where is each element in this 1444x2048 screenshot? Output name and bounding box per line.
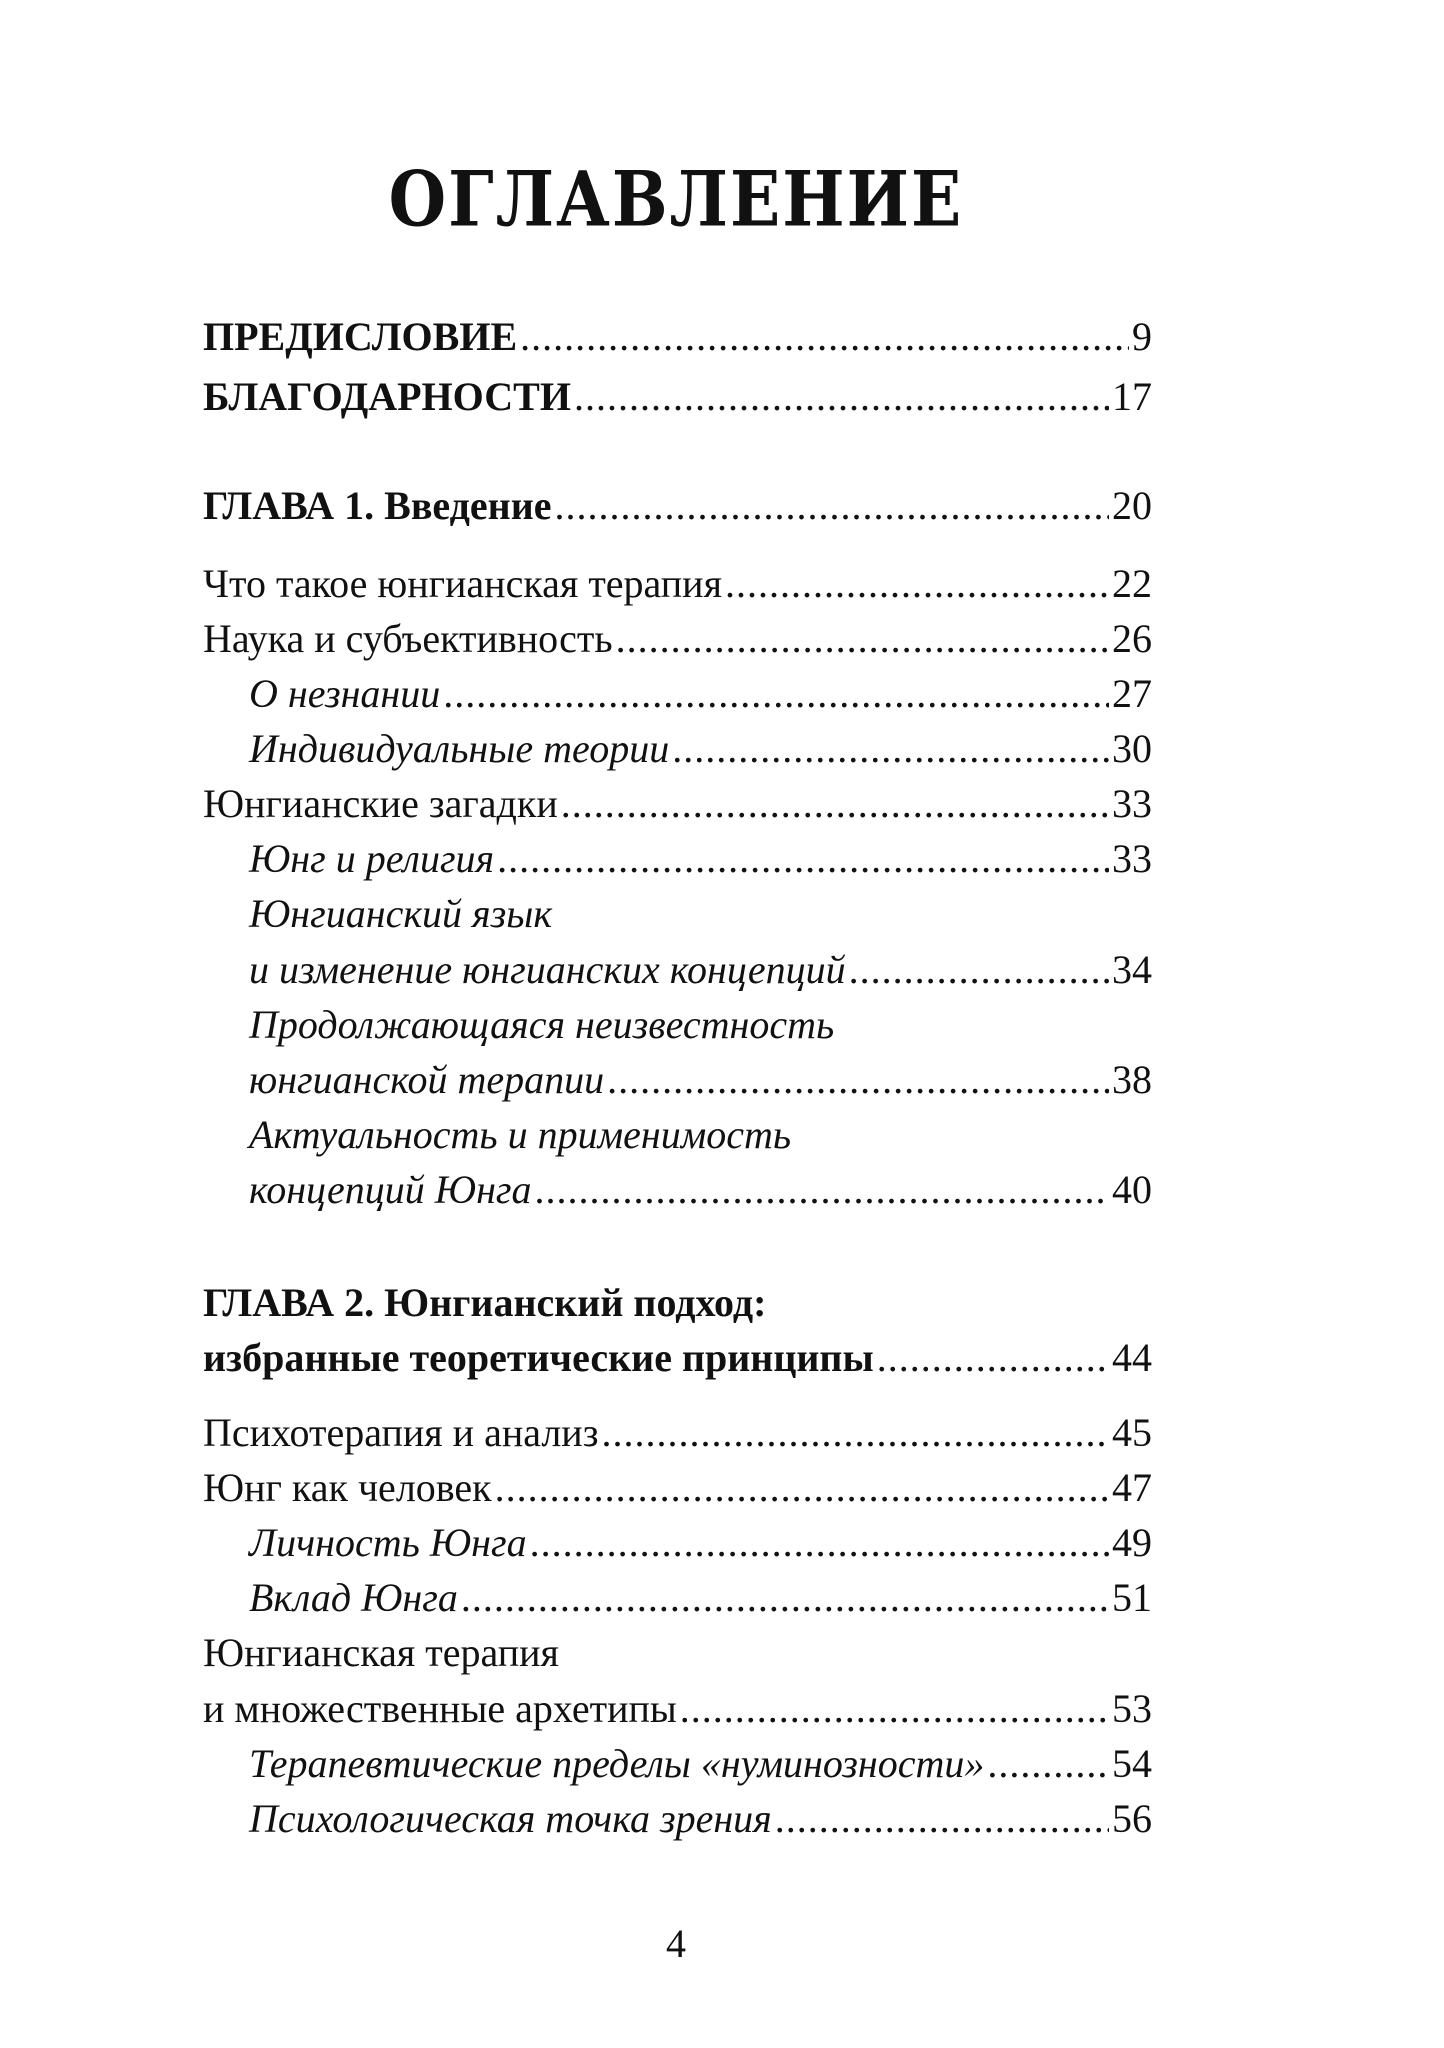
toc-subentry[interactable] xyxy=(249,724,1152,774)
leader-dots xyxy=(535,1165,1109,1215)
toc-subentry[interactable] xyxy=(249,1739,1152,1789)
toc-subentry-line[interactable] xyxy=(249,1110,1152,1160)
leader-dots xyxy=(602,1408,1109,1458)
toc-entry-page: 22 xyxy=(1112,561,1152,606)
leader-dots xyxy=(461,1573,1109,1623)
toc-entry-page: 9 xyxy=(1132,314,1152,359)
toc-entry-page: 44 xyxy=(1112,1335,1152,1380)
toc-entry-title: Психотерапия и анализ xyxy=(203,1410,599,1455)
leader-dots xyxy=(987,1739,1109,1789)
toc-entry-title: ГЛАВА 1. Введение xyxy=(203,483,552,528)
toc-entry-page: 53 xyxy=(1112,1686,1152,1731)
toc-entry-title: ПРЕДИСЛОВИЕ xyxy=(203,314,518,359)
toc-entry[interactable] xyxy=(203,779,1152,829)
toc-entry-title: Что такое юнгианская терапия xyxy=(203,561,722,606)
toc-entry[interactable] xyxy=(203,372,1152,422)
toc-subentry[interactable] xyxy=(249,1573,1152,1623)
toc-entry-title: О незнании xyxy=(249,671,441,716)
toc-entry-title: концепций Юнга xyxy=(249,1167,532,1212)
toc-entry-page: 17 xyxy=(1112,374,1152,419)
toc-subentry[interactable] xyxy=(249,1165,1152,1215)
toc-entry-page: 27 xyxy=(1112,671,1152,716)
toc-chapter[interactable] xyxy=(203,481,1152,531)
toc-entry-page: 47 xyxy=(1112,1465,1152,1510)
toc-entry-page: 56 xyxy=(1112,1796,1152,1841)
toc-entry-page: 20 xyxy=(1112,483,1152,528)
toc-entry[interactable] xyxy=(203,614,1152,664)
leader-dots xyxy=(530,1518,1109,1568)
page-title: ОГЛАВЛЕНИЕ xyxy=(388,154,964,244)
toc-subentry[interactable] xyxy=(249,1055,1152,1105)
toc-entry-page: 34 xyxy=(1112,947,1152,992)
toc-entry-title: Вклад Юнга xyxy=(249,1575,458,1620)
toc-entry-page: 45 xyxy=(1112,1410,1152,1455)
toc-entry-title: Юнг как человек xyxy=(203,1465,492,1510)
toc-entry-title: юнгианской терапии xyxy=(249,1057,605,1102)
toc-entry-page: 38 xyxy=(1112,1057,1152,1102)
toc-entry-title: Юнг и религия xyxy=(249,836,495,881)
toc-entry-title: ГЛАВА 2. Юнгианский подход: xyxy=(203,1280,767,1325)
toc-entry-page: 51 xyxy=(1112,1575,1152,1620)
toc-entry-line[interactable] xyxy=(203,1628,1152,1678)
toc-entry-page: 49 xyxy=(1112,1520,1152,1565)
toc-entry-title: БЛАГОДАРНОСТИ xyxy=(203,374,571,419)
toc-entry[interactable] xyxy=(203,1684,1152,1734)
toc-entry[interactable] xyxy=(203,1408,1152,1458)
toc-entry-title: избранные теоретические принципы xyxy=(203,1335,874,1380)
leader-dots xyxy=(672,724,1109,774)
leader-dots xyxy=(877,1333,1109,1383)
toc-entry-page: 54 xyxy=(1112,1741,1152,1786)
toc-entry-title: Психологическая точка зрения xyxy=(249,1796,772,1841)
toc-entry-title: Юнгианская терапия xyxy=(203,1630,559,1675)
toc-entry[interactable] xyxy=(203,312,1152,362)
toc-entry-page: 33 xyxy=(1112,781,1152,826)
toc-subentry[interactable] xyxy=(249,945,1152,995)
leader-dots xyxy=(497,834,1109,884)
toc-entry[interactable] xyxy=(203,559,1152,609)
leader-dots xyxy=(725,559,1109,609)
toc-entry[interactable] xyxy=(203,1463,1152,1513)
toc-entry-page: 30 xyxy=(1112,726,1152,771)
toc-entry-title: Актуальность и применимость xyxy=(249,1112,792,1157)
leader-dots xyxy=(520,312,1129,362)
toc-subentry[interactable] xyxy=(249,1794,1152,1844)
toc-chapter[interactable] xyxy=(203,1333,1152,1383)
leader-dots xyxy=(555,481,1110,531)
leader-dots xyxy=(607,1055,1109,1105)
toc-entry-page: 40 xyxy=(1112,1167,1152,1212)
leader-dots xyxy=(775,1794,1109,1844)
toc-entry-page: 26 xyxy=(1112,616,1152,661)
toc-chapter-line[interactable] xyxy=(203,1278,1152,1328)
toc-entry-title: и множественные архетипы xyxy=(203,1686,677,1731)
leader-dots xyxy=(495,1463,1109,1513)
toc-entry-title: Личность Юнга xyxy=(249,1520,527,1565)
toc-entry-title: Юнгианские загадки xyxy=(203,781,558,826)
toc-entry-page: 33 xyxy=(1112,836,1152,881)
toc-subentry[interactable] xyxy=(249,834,1152,884)
toc-entry-title: Наука и субъективность xyxy=(203,616,613,661)
toc-entry-title: Продолжающаяся неизвестность xyxy=(249,1002,835,1047)
toc-entry-title: и изменение юнгианских концепций xyxy=(249,947,846,992)
toc-subentry[interactable] xyxy=(249,669,1152,719)
toc-entry-title: Терапевтические пределы «нуминозности» xyxy=(249,1741,985,1786)
toc-subentry-line[interactable] xyxy=(249,1000,1152,1050)
leader-dots xyxy=(616,614,1109,664)
toc-subentry-line[interactable] xyxy=(249,889,1152,939)
toc-entry-title: Юнгианский язык xyxy=(249,891,553,936)
leader-dots xyxy=(561,779,1109,829)
leader-dots xyxy=(680,1684,1109,1734)
page-number: 4 xyxy=(666,1921,686,1966)
leader-dots xyxy=(443,669,1109,719)
toc-subentry[interactable] xyxy=(249,1518,1152,1568)
leader-dots xyxy=(574,372,1109,422)
leader-dots xyxy=(849,945,1109,995)
toc-entry-title: Индивидуальные теории xyxy=(249,726,670,771)
